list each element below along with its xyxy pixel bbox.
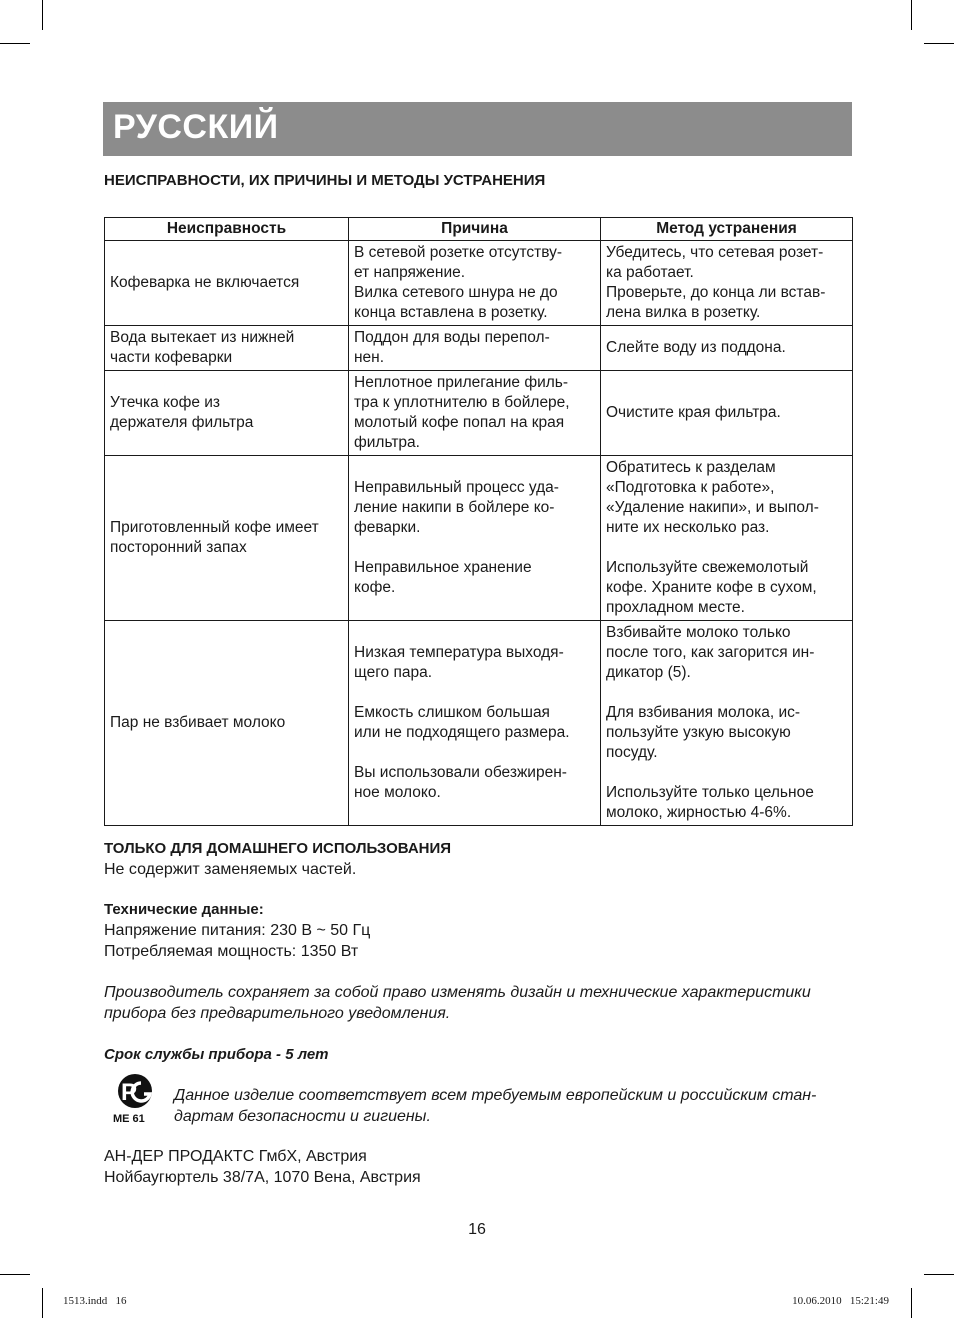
cause-cell: Низкая температура выходя- щего пара. Емкость слишком большая или не подходящего размера. Вы использовали обезжирен- ное молоко. bbox=[349, 621, 601, 826]
home-use-text: Не содержит заменяемых частей. bbox=[104, 861, 357, 878]
svg-text:ME 61: ME 61 bbox=[113, 1113, 145, 1124]
cause-cell: Поддон для воды перепол- нен. bbox=[349, 326, 601, 371]
page-number: 16 bbox=[468, 1221, 486, 1238]
problem-cell: Вода вытекает из нижней части кофеварки bbox=[105, 326, 349, 371]
home-use-section bbox=[104, 838, 451, 880]
cause-cell: Неплотное прилегание филь- тра к уплотнителю в бойлере, молотый кофе попал на края фильтра. bbox=[349, 371, 601, 456]
footer-file: 1513.indd 16 bbox=[63, 1295, 127, 1307]
table-row bbox=[105, 621, 853, 826]
specs-voltage: Напряжение питания: 230 В ~ 50 Гц bbox=[104, 922, 371, 939]
remedy-cell: Обратитесь к разделам «Подготовка к работе», «Удаление накипи», и выпол- ните их несколько раз. Используйте свежемолотый кофе. Храните кофе в сухом, прохладном месте. bbox=[601, 456, 853, 621]
table-row bbox=[105, 371, 853, 456]
remedy-cell: Очистите края фильтра. bbox=[601, 371, 853, 456]
crop-mark bbox=[0, 1274, 30, 1275]
table-row bbox=[105, 456, 853, 621]
remedy-cell: Убедитесь, что сетевая розет- ка работает. Проверьте, до конца ли встав- лена вилка в розетку. bbox=[601, 241, 853, 326]
header-problem: Неисправность bbox=[105, 218, 349, 241]
problem-cell: Утечка кофе из держателя фильтра bbox=[105, 371, 349, 456]
service-life: Срок службы прибора - 5 лет bbox=[104, 1046, 329, 1063]
section-title: НЕИСПРАВНОСТИ, ИХ ПРИЧИНЫ И МЕТОДЫ УСТРАНЕНИЯ bbox=[104, 172, 546, 189]
crop-mark bbox=[924, 43, 954, 44]
crop-mark bbox=[42, 0, 43, 30]
remedy-cell: Слейте воду из поддона. bbox=[601, 326, 853, 371]
problem-cell: Кофеварка не включается bbox=[105, 241, 349, 326]
crop-mark bbox=[911, 0, 912, 30]
cause-cell: Неправильный процесс уда- ление накипи в бойлере ко- феварки. Неправильное хранение кофе. bbox=[349, 456, 601, 621]
problem-cell: Пар не взбивает молоко bbox=[105, 621, 349, 826]
crop-mark bbox=[0, 43, 30, 44]
svg-text:P: P bbox=[121, 1079, 138, 1106]
footer-timestamp: 10.06.2010 15:21:49 bbox=[792, 1295, 889, 1307]
specs-title: Технические данные: bbox=[104, 901, 264, 918]
home-use-title: ТОЛЬКО ДЛЯ ДОМАШНЕГО ИСПОЛЬЗОВАНИЯ bbox=[104, 840, 452, 857]
company-address: АН-ДЕР ПРОДАКТС ГмбХ, Австрия Нойбаугюртель 38/7А, 1070 Вена, Австрия bbox=[104, 1148, 421, 1186]
problem-cell: Приготовленный кофе имеет посторонний запах bbox=[105, 456, 349, 621]
header-cause: Причина bbox=[349, 218, 601, 241]
banner-title: РУССКИЙ bbox=[113, 108, 279, 146]
certification-text: Данное изделие соответствует всем требуемым европейским и российским стан- дартам безопасности и гигиены. bbox=[174, 1087, 817, 1125]
troubleshooting-table bbox=[104, 217, 853, 826]
table-row bbox=[105, 241, 853, 326]
header-remedy: Метод устранения bbox=[601, 218, 853, 241]
disclaimer: Производитель сохраняет за собой право изменять дизайн и технические характеристики прибора без предварительного уведомления. bbox=[104, 984, 811, 1022]
pct-certification-mark-icon bbox=[113, 1072, 165, 1124]
table-header-row bbox=[105, 218, 853, 241]
specs-power: Потребляемая мощность: 1350 Вт bbox=[104, 943, 359, 960]
specs-section bbox=[104, 899, 370, 962]
remedy-cell: Взбивайте молоко только после того, как загорится ин- дикатор (5). Для взбивания молока, ис- пользуйте узкую высокую посуду. Используйте только цельное молоко, жирностью 4-6%. bbox=[601, 621, 853, 826]
table-row bbox=[105, 326, 853, 371]
crop-mark bbox=[911, 1288, 912, 1318]
crop-mark bbox=[42, 1288, 43, 1318]
language-banner bbox=[103, 102, 852, 156]
cause-cell: В сетевой розетке отсутству- ет напряжение. Вилка сетевого шнура не до конца вставлена в розетку. bbox=[349, 241, 601, 326]
crop-mark bbox=[924, 1274, 954, 1275]
